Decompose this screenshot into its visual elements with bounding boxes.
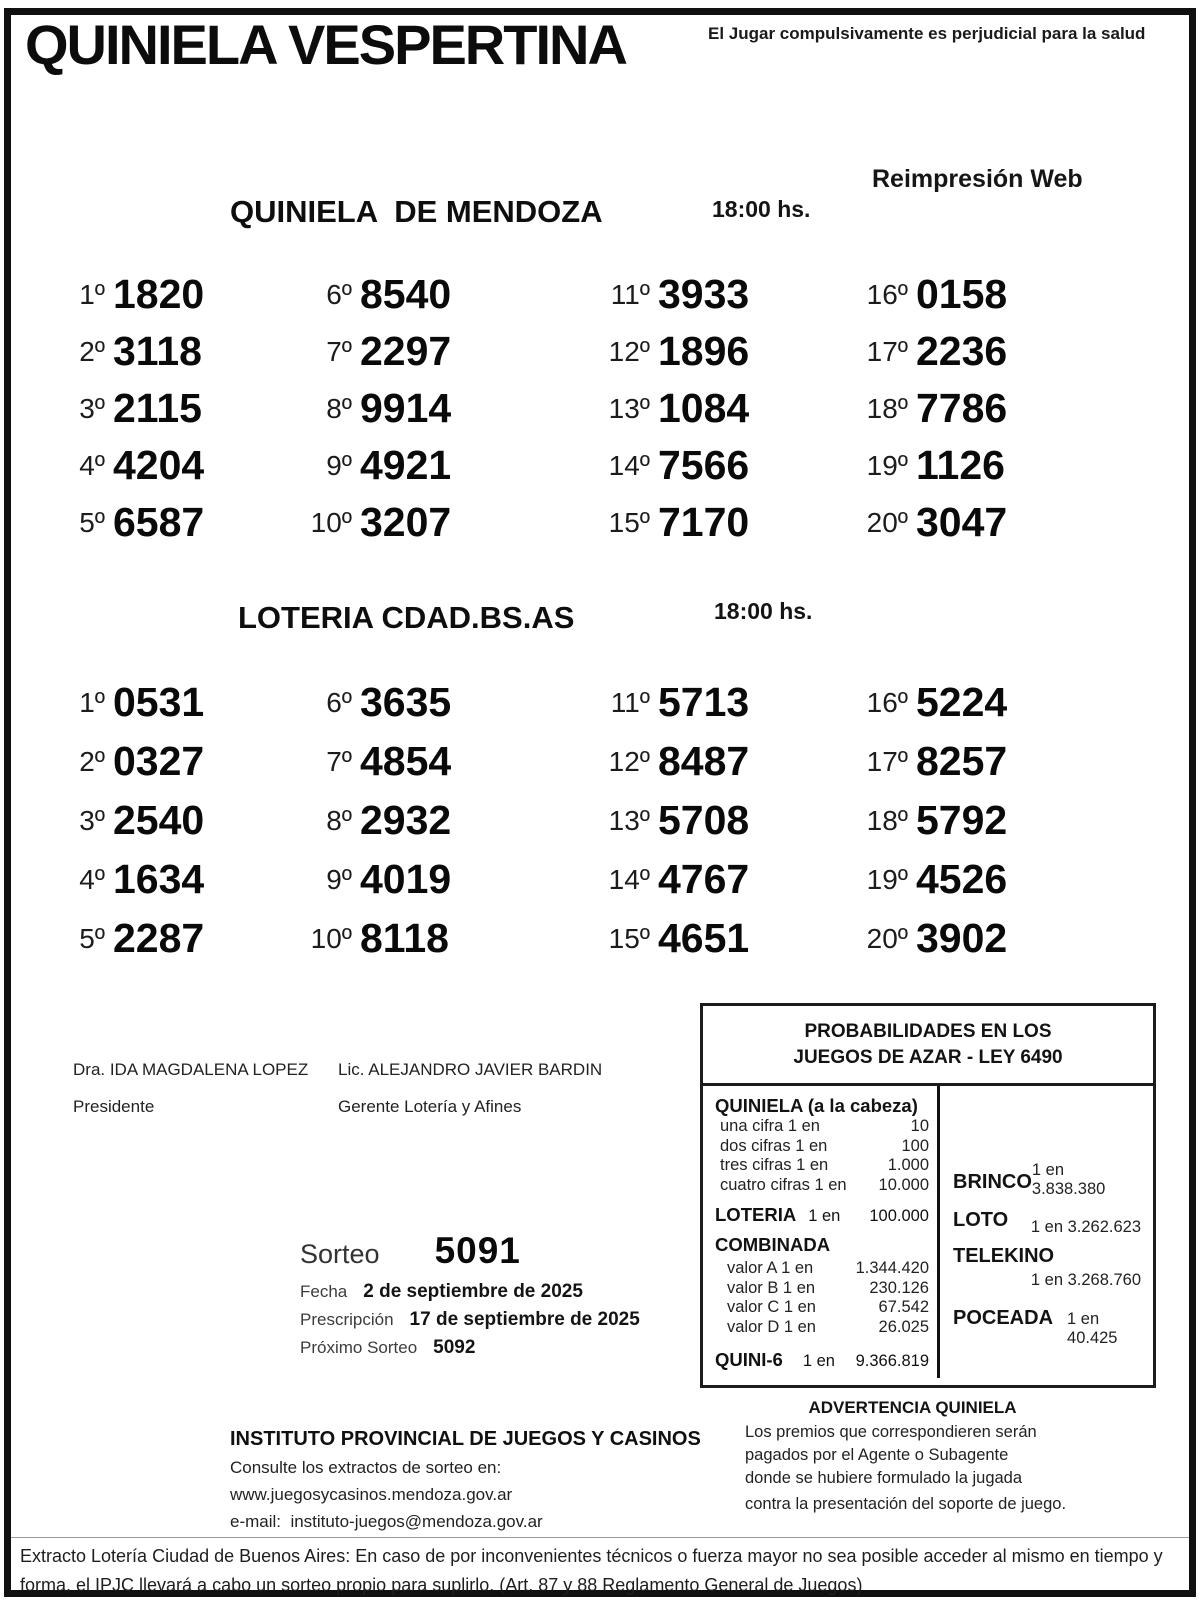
result-number: 9914 <box>360 385 452 431</box>
mendoza-result-item <box>860 266 1140 323</box>
reprint-web-label: Reimpresión Web <box>872 165 1083 193</box>
result-position: 12º <box>608 335 650 367</box>
odds-label: valor A 1 en <box>727 1259 814 1277</box>
bsas-result-item <box>602 909 860 968</box>
telekino-odds-value: 1 en 3.268.760 <box>1030 1271 1141 1289</box>
result-number: 5792 <box>916 797 1008 843</box>
mendoza-result-item <box>57 494 304 551</box>
probabilities-box <box>700 1003 1156 1388</box>
footer-disclaimer-line1: Extracto Lotería Ciudad de Buenos Aires: En caso de por inconvenientes técnicos o fuerza mayor no sea posible acceder al mismo en tiempo y <box>20 1546 1163 1566</box>
result-position: 3º <box>79 804 105 836</box>
bsas-results-grid <box>57 673 1157 968</box>
loteria-odds-mid: 1 en <box>808 1207 841 1225</box>
institute-consult-line: Consulte los extractos de sorteo en: <box>230 1458 502 1477</box>
result-number: 7786 <box>916 385 1008 431</box>
result-number: 0158 <box>916 271 1008 317</box>
result-position: 19º <box>866 449 908 481</box>
odds-row <box>715 1156 929 1176</box>
result-number: 3902 <box>916 915 1008 961</box>
loteria-odds-row <box>715 1204 929 1227</box>
result-position: 10º <box>310 922 352 954</box>
mendoza-result-item <box>57 437 304 494</box>
result-number: 5708 <box>658 797 750 843</box>
bsas-result-item <box>860 791 1140 850</box>
result-number: 1896 <box>658 328 750 374</box>
bsas-result-item <box>304 909 602 968</box>
advertencia-line: contra la presentación del soporte de juego. <box>745 1495 1067 1513</box>
prescription-value: 17 de septiembre de 2025 <box>409 1309 640 1330</box>
prescription-label: Prescripción <box>300 1310 394 1329</box>
quini6-odds-label: QUINI-6 <box>715 1349 783 1370</box>
health-warning: El Jugar compulsivamente es perjudicial para la salud <box>708 24 1146 43</box>
result-position: 4º <box>79 449 105 481</box>
result-number: 4921 <box>360 442 452 488</box>
combinada-odds-header: COMBINADA <box>715 1234 831 1255</box>
draw-number-label: Sorteo <box>300 1239 380 1269</box>
odds-label: una cifra 1 en <box>720 1117 820 1135</box>
loto-odds-row <box>953 1209 1141 1236</box>
odds-row <box>715 1279 929 1299</box>
result-position: 15º <box>608 922 650 954</box>
odds-row <box>715 1259 929 1279</box>
result-number: 2287 <box>113 915 205 961</box>
odds-value: 100 <box>901 1136 929 1155</box>
result-position: 20º <box>866 922 908 954</box>
signature-role: Gerente Lotería y Afines <box>338 1097 522 1116</box>
result-position: 17º <box>866 335 908 367</box>
odds-value: 26.025 <box>878 1317 929 1336</box>
result-number: 4204 <box>113 442 205 488</box>
result-position: 17º <box>866 745 908 777</box>
mendoza-result-item <box>304 266 602 323</box>
loto-odds-value: 1 en 3.262.623 <box>1030 1218 1141 1236</box>
bsas-result-item <box>57 673 304 732</box>
odds-label: valor C 1 en <box>727 1298 816 1316</box>
bsas-result-item <box>602 673 860 732</box>
bsas-result-item <box>602 791 860 850</box>
institute-email: e-mail: instituto-juegos@mendoza.gov.ar <box>230 1512 543 1531</box>
mendoza-result-item <box>860 494 1140 551</box>
mendoza-result-item <box>602 380 860 437</box>
bsas-result-item <box>602 732 860 791</box>
draw-number-row <box>300 1230 521 1272</box>
result-number: 4019 <box>360 856 452 902</box>
mendoza-result-item <box>602 266 860 323</box>
poceada-odds-value: 1 en 40.425 <box>1067 1310 1118 1347</box>
result-position: 13º <box>608 804 650 836</box>
draw-date-row <box>300 1281 583 1303</box>
probabilities-right-column <box>940 1086 1153 1378</box>
mendoza-section-title: QUINIELA DE MENDOZA <box>230 194 603 229</box>
result-position: 11º <box>610 686 650 718</box>
odds-label: valor B 1 en <box>727 1278 816 1297</box>
result-number: 3207 <box>360 499 452 545</box>
bsas-result-item <box>304 673 602 732</box>
result-number: 5224 <box>916 679 1008 725</box>
mendoza-result-item <box>304 494 602 551</box>
result-number: 2540 <box>113 797 205 843</box>
signature-manager <box>338 1060 602 1117</box>
advertencia-block <box>745 1398 1080 1513</box>
result-number: 8118 <box>360 915 449 961</box>
result-number: 8487 <box>658 738 750 784</box>
result-position: 14º <box>608 449 650 481</box>
odds-label: valor D 1 en <box>727 1317 816 1336</box>
advertencia-lines <box>745 1424 1080 1513</box>
result-position: 20º <box>866 506 908 538</box>
result-number: 1126 <box>916 442 1005 488</box>
bsas-section-title: LOTERIA CDAD.BS.AS <box>238 600 575 635</box>
bsas-result-item <box>57 850 304 909</box>
odds-label: cuatro cifras 1 en <box>720 1175 847 1194</box>
bsas-result-item <box>304 850 602 909</box>
result-position: 11º <box>610 278 650 310</box>
result-position: 18º <box>866 804 908 836</box>
result-position: 16º <box>866 686 908 718</box>
advertencia-title: ADVERTENCIA QUINIELA <box>808 1398 1017 1417</box>
mendoza-result-item <box>860 380 1140 437</box>
odds-value: 1.344.420 <box>855 1259 929 1277</box>
bsas-result-item <box>860 732 1140 791</box>
result-position: 7º <box>326 335 352 367</box>
result-number: 7170 <box>658 499 750 545</box>
result-number: 2297 <box>360 328 452 374</box>
result-position: 1º <box>79 686 105 718</box>
result-number: 8257 <box>916 738 1008 784</box>
result-position: 8º <box>326 392 352 424</box>
odds-value: 230.126 <box>869 1278 929 1297</box>
result-number: 0327 <box>113 738 205 784</box>
result-number: 5713 <box>658 679 750 725</box>
draw-date-label: Fecha <box>300 1282 348 1301</box>
bsas-result-item <box>860 673 1140 732</box>
result-number: 3635 <box>360 679 452 725</box>
result-number: 6587 <box>113 499 205 545</box>
next-draw-label: Próximo Sorteo <box>300 1338 418 1357</box>
telekino-odds-label: TELEKINO <box>953 1245 1055 1267</box>
result-number: 7566 <box>658 442 750 488</box>
odds-value: 10 <box>910 1117 929 1135</box>
result-position: 6º <box>326 686 352 718</box>
result-number: 3047 <box>916 499 1008 545</box>
signature-president <box>73 1060 308 1117</box>
signature-role: Presidente <box>73 1097 155 1116</box>
result-number: 4651 <box>658 915 750 961</box>
probabilities-title <box>703 1006 1153 1086</box>
signature-name: Dra. IDA MAGDALENA LOPEZ <box>73 1060 309 1079</box>
result-position: 6º <box>326 278 352 310</box>
result-position: 9º <box>326 863 352 895</box>
advertencia-line: Los premios que correspondieren serán <box>745 1423 1037 1441</box>
mendoza-result-item <box>57 323 304 380</box>
result-number: 3933 <box>658 271 750 317</box>
result-position: 19º <box>866 863 908 895</box>
advertencia-line: donde se hubiere formulado la jugada <box>745 1469 1023 1487</box>
result-position: 2º <box>79 745 105 777</box>
institute-website: www.juegosycasinos.mendoza.gov.ar <box>230 1485 513 1504</box>
bsas-result-item <box>860 850 1140 909</box>
footer-disclaimer <box>20 1542 1180 1600</box>
result-position: 7º <box>326 745 352 777</box>
mendoza-results-grid <box>57 266 1157 551</box>
bsas-result-item <box>57 791 304 850</box>
odds-row <box>715 1176 929 1196</box>
institute-block <box>230 1428 701 1532</box>
bsas-result-item <box>860 909 1140 968</box>
odds-value: 67.542 <box>878 1298 929 1316</box>
odds-row <box>715 1137 929 1157</box>
odds-row <box>715 1298 929 1318</box>
mendoza-result-item <box>860 323 1140 380</box>
result-number: 1634 <box>113 856 205 902</box>
poceada-odds-row <box>953 1307 1141 1348</box>
result-position: 4º <box>79 863 105 895</box>
probabilities-title-line1: PROBABILIDADES EN LOS <box>804 1021 1052 1042</box>
odds-label: dos cifras 1 en <box>720 1136 828 1155</box>
loteria-odds-value: 100.000 <box>869 1207 929 1225</box>
signature-name: Lic. ALEJANDRO JAVIER BARDIN <box>338 1060 603 1079</box>
quiniela-odds-rows <box>715 1117 929 1195</box>
next-draw-value: 5092 <box>433 1337 476 1358</box>
mendoza-draw-time: 18:00 hs. <box>712 196 811 222</box>
brinco-odds-row <box>953 1156 1141 1198</box>
institute-name: INSTITUTO PROVINCIAL DE JUEGOS Y CASINOS <box>230 1428 701 1450</box>
poceada-odds-label: POCEADA <box>953 1307 1054 1329</box>
mendoza-result-item <box>57 380 304 437</box>
bsas-draw-time: 18:00 hs. <box>714 598 813 624</box>
result-position: 1º <box>79 278 105 310</box>
result-number: 1820 <box>113 271 205 317</box>
mendoza-result-item <box>602 437 860 494</box>
next-draw-row <box>300 1337 475 1359</box>
odds-value: 10.000 <box>878 1175 929 1194</box>
combinada-odds-rows <box>715 1259 929 1337</box>
footer-divider <box>11 1537 1189 1538</box>
bsas-result-item <box>304 732 602 791</box>
bsas-result-item <box>57 732 304 791</box>
quini6-odds-value: 9.366.819 <box>855 1352 929 1370</box>
result-number: 4854 <box>360 738 452 784</box>
mendoza-result-item <box>602 494 860 551</box>
draw-date-value: 2 de septiembre de 2025 <box>363 1281 583 1302</box>
odds-label: tres cifras 1 en <box>720 1156 829 1174</box>
mendoza-result-item <box>57 266 304 323</box>
result-number: 2932 <box>360 797 452 843</box>
result-number: 4767 <box>658 856 750 902</box>
mendoza-result-item <box>602 323 860 380</box>
bsas-result-item <box>57 909 304 968</box>
mendoza-result-item <box>304 323 602 380</box>
telekino-odds-row <box>953 1245 1141 1290</box>
draw-number-value: 5091 <box>434 1230 521 1271</box>
bsas-result-item <box>304 791 602 850</box>
mendoza-result-item <box>304 380 602 437</box>
result-position: 12º <box>608 745 650 777</box>
result-number: 4526 <box>916 856 1008 902</box>
result-position: 15º <box>608 506 650 538</box>
result-position: 9º <box>326 449 352 481</box>
footer-disclaimer-line2: forma, el IPJC llevará a cabo un sorteo propio para suplirlo. (Art. 87 y 88 Reglamento General de Juegos) <box>20 1575 863 1595</box>
result-position: 2º <box>79 335 105 367</box>
probabilities-title-line2: JUEGOS DE AZAR - LEY 6490 <box>793 1047 1063 1068</box>
result-number: 2236 <box>916 328 1008 374</box>
quiniela-odds-header: QUINIELA (a la cabeza) <box>715 1095 918 1116</box>
quini6-odds-row <box>715 1349 929 1371</box>
result-number: 3118 <box>113 328 202 374</box>
mendoza-result-item <box>860 437 1140 494</box>
result-position: 3º <box>79 392 105 424</box>
odds-value: 1.000 <box>887 1156 929 1174</box>
bsas-result-item <box>602 850 860 909</box>
result-number: 1084 <box>658 385 750 431</box>
probabilities-left-column <box>703 1086 940 1378</box>
result-position: 13º <box>608 392 650 424</box>
result-position: 5º <box>79 922 105 954</box>
quini6-odds-mid: 1 en <box>802 1352 835 1370</box>
mendoza-result-item <box>304 437 602 494</box>
brinco-odds-label: BRINCO <box>953 1171 1032 1193</box>
result-number: 8540 <box>360 271 452 317</box>
odds-row <box>715 1117 929 1137</box>
result-position: 5º <box>79 506 105 538</box>
odds-row <box>715 1318 929 1338</box>
brinco-odds-value: 1 en 3.838.380 <box>1031 1161 1106 1198</box>
loteria-odds-label: LOTERIA <box>715 1204 797 1225</box>
result-position: 16º <box>866 278 908 310</box>
page-title: QUINIELA VESPERTINA <box>25 13 626 76</box>
result-number: 2115 <box>113 385 202 431</box>
prescription-row <box>300 1309 640 1331</box>
result-number: 0531 <box>113 679 205 725</box>
result-position: 18º <box>866 392 908 424</box>
result-position: 8º <box>326 804 352 836</box>
loto-odds-label: LOTO <box>953 1209 1009 1231</box>
result-position: 14º <box>608 863 650 895</box>
result-position: 10º <box>310 506 352 538</box>
advertencia-line: pagados por el Agente o Subagente <box>745 1446 1009 1464</box>
